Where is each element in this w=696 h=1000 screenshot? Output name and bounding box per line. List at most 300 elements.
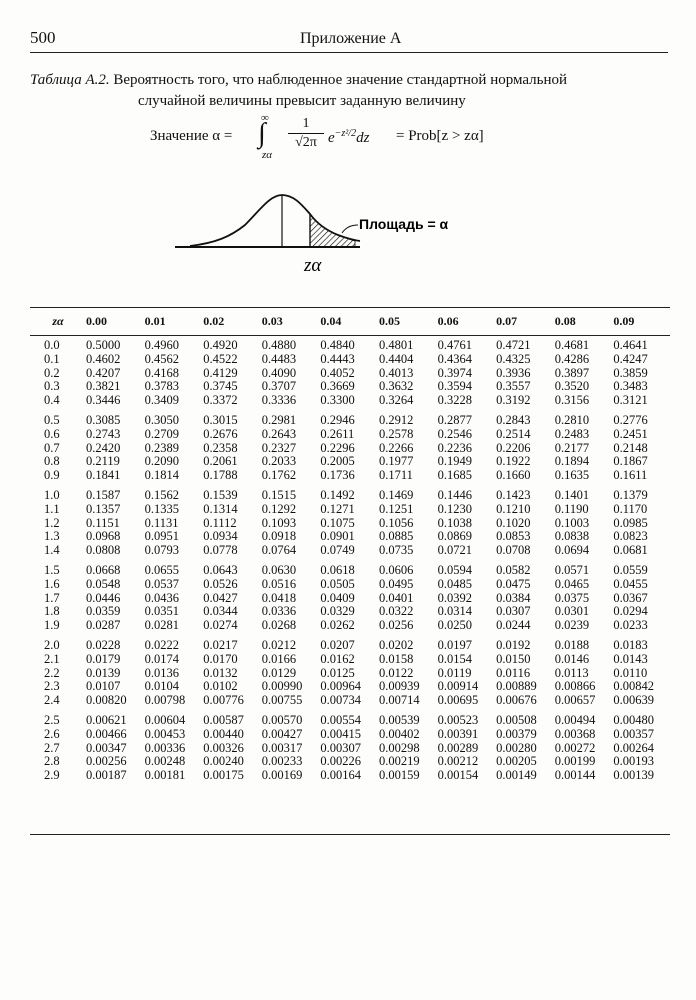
probability-cell: 0.0158 — [378, 651, 414, 666]
table-row — [30, 380, 670, 394]
probability-cell: 0.4641 — [613, 338, 648, 352]
z-value-cell: 0.6 — [44, 426, 60, 441]
probability-cell: 0.0643 — [203, 562, 238, 577]
probability-cell: 0.0793 — [144, 543, 179, 558]
probability-cell: 0.0668 — [86, 562, 121, 577]
probability-cell: 0.0122 — [378, 665, 414, 680]
page-number: 500 — [30, 28, 56, 47]
probability-cell: 0.00776 — [203, 693, 244, 708]
probability-cell: 0.2546 — [437, 426, 472, 441]
probability-cell: 0.00440 — [203, 726, 244, 741]
probability-cell: 0.00357 — [613, 726, 654, 741]
probability-cell: 0.0154 — [437, 651, 472, 666]
integral-sign-icon: ∫ — [258, 118, 266, 149]
probability-cell: 0.0735 — [378, 543, 414, 558]
probability-cell: 0.00164 — [320, 768, 361, 783]
table-row — [30, 530, 670, 544]
alpha-formula — [150, 112, 530, 178]
z-value-cell: 1.9 — [44, 618, 60, 633]
probability-cell: 0.00326 — [203, 740, 244, 755]
table-row — [30, 714, 670, 728]
probability-cell: 0.2843 — [496, 412, 531, 427]
probability-cell: 0.4090 — [261, 365, 297, 380]
probability-cell: 0.1251 — [378, 501, 414, 516]
probability-cell: 0.00199 — [554, 754, 596, 769]
table-bottom-rule — [30, 834, 670, 835]
table-row — [30, 353, 670, 367]
probability-cell: 0.3859 — [613, 365, 648, 380]
tail-area-hatch — [310, 214, 355, 247]
probability-cell: 0.2877 — [437, 412, 472, 427]
probability-cell: 0.1515 — [261, 487, 297, 502]
table-row — [30, 592, 670, 606]
probability-cell: 0.0934 — [203, 529, 238, 544]
probability-cell: 0.00554 — [320, 712, 361, 727]
probability-cell: 0.00289 — [437, 740, 479, 755]
probability-cell: 0.00604 — [144, 712, 186, 727]
probability-cell: 0.2206 — [496, 440, 531, 455]
probability-cell: 0.0113 — [554, 665, 589, 680]
probability-cell: 0.2177 — [554, 440, 590, 455]
probability-cell: 0.00336 — [144, 740, 186, 755]
probability-cell: 0.0256 — [378, 618, 414, 633]
probability-cell: 0.0505 — [320, 576, 355, 591]
formula-rhs: = Prob[z > zα] — [396, 128, 484, 144]
probability-cell: 0.1762 — [261, 468, 297, 483]
probability-cell: 0.1587 — [86, 487, 121, 502]
probability-cell: 0.2743 — [86, 426, 121, 441]
probability-cell: 0.1949 — [437, 454, 472, 469]
probability-cell: 0.3557 — [496, 379, 531, 394]
probability-cell: 0.0475 — [496, 576, 531, 591]
z-value-cell: 1.0 — [44, 487, 60, 502]
probability-cell: 0.0694 — [554, 543, 590, 558]
probability-cell: 0.00219 — [378, 754, 420, 769]
probability-cell: 0.0132 — [203, 665, 238, 680]
probability-cell: 0.2810 — [554, 412, 590, 427]
probability-cell: 0.00453 — [144, 726, 186, 741]
probability-cell: 0.00169 — [261, 768, 303, 783]
probability-cell: 0.1292 — [261, 501, 297, 516]
z-value-cell: 0.1 — [44, 351, 60, 366]
normal-curve-figure — [170, 185, 470, 280]
z-value-cell: 0.7 — [44, 440, 60, 455]
z-value-cell: 2.9 — [44, 768, 60, 783]
probability-cell: 0.2061 — [203, 454, 238, 469]
probability-cell: 0.2033 — [261, 454, 297, 469]
probability-cell: 0.4443 — [320, 351, 355, 366]
probability-cell: 0.00676 — [496, 693, 537, 708]
probability-cell: 0.2776 — [613, 412, 648, 427]
table-row — [30, 639, 670, 653]
probability-cell: 0.4960 — [144, 338, 179, 352]
probability-cell: 0.0968 — [86, 529, 121, 544]
probability-cell: 0.00264 — [613, 740, 654, 755]
probability-cell: 0.00466 — [86, 726, 127, 741]
probability-cell: 0.0951 — [144, 529, 179, 544]
column-header-z: zα — [52, 314, 64, 328]
probability-cell: 0.1271 — [320, 501, 355, 516]
probability-cell: 0.3745 — [203, 379, 238, 394]
z-value-cell: 0.5 — [44, 412, 60, 427]
probability-cell: 0.3121 — [613, 393, 648, 408]
table-row — [30, 605, 670, 619]
integral-lower-limit: zα — [262, 149, 273, 161]
column-header: 0.09 — [613, 314, 635, 328]
probability-cell: 0.00181 — [144, 768, 186, 783]
probability-cell: 0.00256 — [86, 754, 127, 769]
probability-cell: 0.0526 — [203, 576, 238, 591]
z-value-cell: 1.4 — [44, 543, 60, 558]
z-value-cell: 1.7 — [44, 590, 60, 605]
probability-cell: 0.1038 — [437, 515, 472, 530]
z-value-cell: 2.2 — [44, 665, 60, 680]
z-value-cell: 0.0 — [44, 338, 60, 352]
probability-cell: 0.2643 — [261, 426, 297, 441]
probability-cell: 0.0287 — [86, 618, 121, 633]
probability-cell: 0.3483 — [613, 379, 648, 394]
probability-cell: 0.00714 — [378, 693, 420, 708]
probability-cell: 0.0179 — [86, 651, 121, 666]
probability-cell: 0.2119 — [86, 454, 120, 469]
probability-cell: 0.1190 — [554, 501, 589, 516]
probability-cell: 0.3372 — [203, 393, 238, 408]
table-row — [30, 503, 670, 517]
probability-cell: 0.00539 — [378, 712, 420, 727]
probability-cell: 0.2676 — [203, 426, 238, 441]
probability-cell: 0.0110 — [613, 665, 648, 680]
probability-cell: 0.0409 — [320, 590, 355, 605]
probability-cell: 0.0197 — [437, 637, 472, 652]
probability-cell: 0.0139 — [86, 665, 121, 680]
probability-cell: 0.00205 — [496, 754, 537, 769]
probability-cell: 0.0336 — [261, 604, 297, 619]
probability-cell: 0.1711 — [378, 468, 413, 483]
probability-cell: 0.0188 — [554, 637, 590, 652]
probability-cell: 0.1977 — [378, 454, 414, 469]
probability-cell: 0.1230 — [437, 501, 472, 516]
column-header: 0.04 — [320, 314, 342, 328]
probability-cell: 0.0401 — [378, 590, 414, 605]
probability-cell: 0.0217 — [203, 637, 238, 652]
probability-cell: 0.1611 — [613, 468, 648, 483]
probability-cell: 0.3300 — [320, 393, 355, 408]
z-value-cell: 0.3 — [44, 379, 60, 394]
probability-cell: 0.4483 — [261, 351, 297, 366]
table-row — [30, 517, 670, 531]
table-row — [30, 335, 670, 353]
table-row — [30, 755, 670, 769]
probability-cell: 0.0681 — [613, 543, 648, 558]
probability-cell: 0.3085 — [86, 412, 121, 427]
table-row — [30, 367, 670, 381]
table-row — [30, 680, 670, 694]
probability-cell: 0.0618 — [320, 562, 355, 577]
probability-cell: 0.1867 — [613, 454, 648, 469]
probability-cell: 0.00379 — [496, 726, 537, 741]
probability-cell: 0.0465 — [554, 576, 590, 591]
probability-cell: 0.00298 — [378, 740, 420, 755]
z-value-cell: 1.2 — [44, 515, 60, 530]
probability-cell: 0.1660 — [496, 468, 531, 483]
probability-cell: 0.0571 — [554, 562, 590, 577]
z-value-cell: 2.4 — [44, 693, 60, 708]
probability-cell: 0.1788 — [203, 468, 238, 483]
probability-cell: 0.0548 — [86, 576, 121, 591]
probability-cell: 0.0367 — [613, 590, 648, 605]
probability-cell: 0.3228 — [437, 393, 472, 408]
probability-cell: 0.0375 — [554, 590, 590, 605]
integrand-base: e — [328, 130, 335, 146]
z-value-cell: 0.2 — [44, 365, 60, 380]
probability-cell: 0.00187 — [86, 768, 127, 783]
probability-cell: 0.00427 — [261, 726, 303, 741]
probability-cell: 0.2296 — [320, 440, 355, 455]
probability-cell: 0.0392 — [437, 590, 472, 605]
probability-cell: 0.00193 — [613, 754, 654, 769]
probability-cell: 0.0594 — [437, 562, 472, 577]
probability-cell: 0.0104 — [144, 679, 179, 694]
probability-cell: 0.0222 — [144, 637, 179, 652]
probability-cell: 0.4364 — [437, 351, 472, 366]
table-caption — [30, 70, 670, 112]
table-row — [30, 564, 670, 578]
probability-cell: 0.4522 — [203, 351, 238, 366]
probability-cell: 0.0869 — [437, 529, 472, 544]
probability-cell: 0.0329 — [320, 604, 355, 619]
column-header: 0.07 — [496, 314, 518, 328]
probability-cell: 0.4602 — [86, 351, 121, 366]
probability-cell: 0.4052 — [320, 365, 355, 380]
probability-cell: 0.00139 — [613, 768, 654, 783]
probability-cell: 0.00317 — [261, 740, 303, 755]
fraction — [288, 116, 324, 151]
probability-cell: 0.00415 — [320, 726, 361, 741]
z-table — [30, 308, 670, 783]
probability-cell: 0.0244 — [496, 618, 531, 633]
probability-cell: 0.00914 — [437, 679, 479, 694]
probability-cell: 0.0838 — [554, 529, 590, 544]
probability-cell: 0.1841 — [86, 468, 121, 483]
probability-cell: 0.0582 — [496, 562, 531, 577]
probability-cell: 0.1131 — [144, 515, 179, 530]
probability-cell: 0.1020 — [496, 515, 531, 530]
table-row — [30, 578, 670, 592]
probability-cell: 0.0808 — [86, 543, 121, 558]
table-row — [30, 769, 670, 783]
z-value-cell: 2.6 — [44, 726, 60, 741]
column-header: 0.02 — [203, 314, 225, 328]
probability-cell: 0.2327 — [261, 440, 297, 455]
probability-cell: 0.1314 — [203, 501, 238, 516]
probability-cell: 0.0239 — [554, 618, 590, 633]
probability-cell: 0.3446 — [86, 393, 121, 408]
probability-cell: 0.4207 — [86, 365, 121, 380]
probability-cell: 0.00347 — [86, 740, 127, 755]
differential: dz — [356, 130, 370, 146]
probability-cell: 0.1685 — [437, 468, 472, 483]
probability-cell: 0.0901 — [320, 529, 355, 544]
probability-cell: 0.1210 — [496, 501, 531, 516]
probability-cell: 0.1401 — [554, 487, 590, 502]
probability-cell: 0.1562 — [144, 487, 179, 502]
probability-cell: 0.00154 — [437, 768, 479, 783]
probability-cell: 0.1170 — [613, 501, 648, 516]
column-header: 0.00 — [86, 314, 107, 328]
probability-cell: 0.00964 — [320, 679, 361, 694]
probability-cell: 0.2483 — [554, 426, 590, 441]
probability-cell: 0.3783 — [144, 379, 179, 394]
probability-cell: 0.0136 — [144, 665, 179, 680]
probability-cell: 0.0606 — [378, 562, 414, 577]
probability-cell: 0.2946 — [320, 412, 355, 427]
probability-cell: 0.00212 — [437, 754, 479, 769]
probability-cell: 0.4325 — [496, 351, 531, 366]
probability-cell: 0.1075 — [320, 515, 355, 530]
table-row — [30, 469, 670, 483]
probability-cell: 0.0150 — [496, 651, 531, 666]
z-value-cell: 2.0 — [44, 637, 60, 652]
table-row — [30, 728, 670, 742]
probability-cell: 0.0516 — [261, 576, 297, 591]
probability-cell: 0.3632 — [378, 379, 414, 394]
probability-cell: 0.00570 — [261, 712, 303, 727]
probability-cell: 0.0202 — [378, 637, 414, 652]
probability-cell: 0.1151 — [86, 515, 120, 530]
probability-cell: 0.0485 — [437, 576, 472, 591]
z-value-cell: 2.8 — [44, 754, 60, 769]
probability-cell: 0.3156 — [554, 393, 590, 408]
probability-cell: 0.00639 — [613, 693, 654, 708]
probability-cell: 0.3520 — [554, 379, 590, 394]
probability-cell: 0.00755 — [261, 693, 303, 708]
probability-cell: 0.0351 — [144, 604, 179, 619]
probability-cell: 0.0721 — [437, 543, 472, 558]
probability-cell: 0.5000 — [86, 338, 121, 352]
table-row — [30, 455, 670, 469]
probability-cell: 0.4013 — [378, 365, 414, 380]
probability-cell: 0.3669 — [320, 379, 355, 394]
probability-cell: 0.00272 — [554, 740, 596, 755]
probability-cell: 0.0918 — [261, 529, 297, 544]
probability-cell: 0.1446 — [437, 487, 472, 502]
probability-cell: 0.2578 — [378, 426, 414, 441]
probability-cell: 0.0384 — [496, 590, 531, 605]
running-title: Приложение А — [300, 30, 402, 47]
probability-cell: 0.0455 — [613, 576, 648, 591]
probability-cell: 0.3974 — [437, 365, 472, 380]
probability-cell: 0.0212 — [261, 637, 297, 652]
probability-cell: 0.4129 — [203, 365, 238, 380]
z-value-cell: 2.7 — [44, 740, 60, 755]
column-header: 0.08 — [554, 314, 576, 328]
probability-cell: 0.3936 — [496, 365, 531, 380]
table-row — [30, 619, 670, 633]
probability-cell: 0.3192 — [496, 393, 531, 408]
probability-cell: 0.2389 — [144, 440, 179, 455]
probability-cell: 0.3015 — [203, 412, 238, 427]
probability-cell: 0.4286 — [554, 351, 590, 366]
probability-cell: 0.0233 — [613, 618, 648, 633]
probability-cell: 0.00175 — [203, 768, 244, 783]
probability-cell: 0.1469 — [378, 487, 414, 502]
probability-cell: 0.0427 — [203, 590, 238, 605]
probability-cell: 0.00402 — [378, 726, 420, 741]
probability-cell: 0.0436 — [144, 590, 179, 605]
probability-cell: 0.0359 — [86, 604, 121, 619]
probability-cell: 0.4761 — [437, 338, 472, 352]
probability-cell: 0.0228 — [86, 637, 121, 652]
probability-cell: 0.0537 — [144, 576, 179, 591]
probability-cell: 0.0162 — [320, 651, 355, 666]
probability-cell: 0.4920 — [203, 338, 238, 352]
table-row — [30, 489, 670, 503]
fraction-bar — [288, 133, 324, 134]
probability-cell: 0.00240 — [203, 754, 244, 769]
probability-cell: 0.0985 — [613, 515, 648, 530]
formula-label: Значение α = — [150, 128, 233, 144]
probability-cell: 0.00149 — [496, 768, 537, 783]
probability-cell: 0.00939 — [378, 679, 420, 694]
probability-cell: 0.0183 — [613, 637, 648, 652]
table-row — [30, 653, 670, 667]
probability-cell: 0.1357 — [86, 501, 121, 516]
probability-cell: 0.2148 — [613, 440, 648, 455]
column-header: 0.06 — [437, 314, 459, 328]
probability-cell: 0.4168 — [144, 365, 179, 380]
integral-upper-limit: ∞ — [261, 112, 269, 124]
z-value-cell: 0.4 — [44, 393, 60, 408]
fraction-numerator: 1 — [302, 116, 310, 131]
probability-cell: 0.0764 — [261, 543, 297, 558]
probability-cell: 0.2611 — [320, 426, 355, 441]
probability-cell: 0.3821 — [86, 379, 121, 394]
probability-cell: 0.2514 — [496, 426, 531, 441]
table-row — [30, 667, 670, 681]
z-value-cell: 1.5 — [44, 562, 60, 577]
probability-cell: 0.0446 — [86, 590, 121, 605]
probability-cell: 0.0301 — [554, 604, 590, 619]
probability-cell: 0.0344 — [203, 604, 238, 619]
z-value-cell: 1.6 — [44, 576, 60, 591]
table-header-row — [30, 308, 670, 335]
probability-cell: 0.00820 — [86, 693, 127, 708]
probability-cell: 0.00280 — [496, 740, 537, 755]
probability-cell: 0.0262 — [320, 618, 355, 633]
probability-cell: 0.2451 — [613, 426, 648, 441]
probability-cell: 0.0129 — [261, 665, 297, 680]
probability-cell: 0.0495 — [378, 576, 414, 591]
table-row — [30, 414, 670, 428]
probability-cell: 0.1003 — [554, 515, 590, 530]
probability-cell: 0.0708 — [496, 543, 531, 558]
probability-cell: 0.0322 — [378, 604, 414, 619]
probability-cell: 0.00842 — [613, 679, 654, 694]
probability-cell: 0.1335 — [144, 501, 179, 516]
caption-label: Таблица А.2. — [30, 72, 110, 88]
probability-cell: 0.1056 — [378, 515, 414, 530]
probability-cell: 0.1539 — [203, 487, 238, 502]
probability-cell: 0.3594 — [437, 379, 472, 394]
probability-cell: 0.00159 — [378, 768, 420, 783]
probability-cell: 0.1635 — [554, 468, 590, 483]
z-value-cell: 2.5 — [44, 712, 60, 727]
probability-cell: 0.0166 — [261, 651, 297, 666]
probability-cell: 0.00494 — [554, 712, 596, 727]
probability-cell: 0.4801 — [378, 338, 414, 352]
probability-cell: 0.0655 — [144, 562, 179, 577]
probability-cell: 0.0119 — [437, 665, 472, 680]
